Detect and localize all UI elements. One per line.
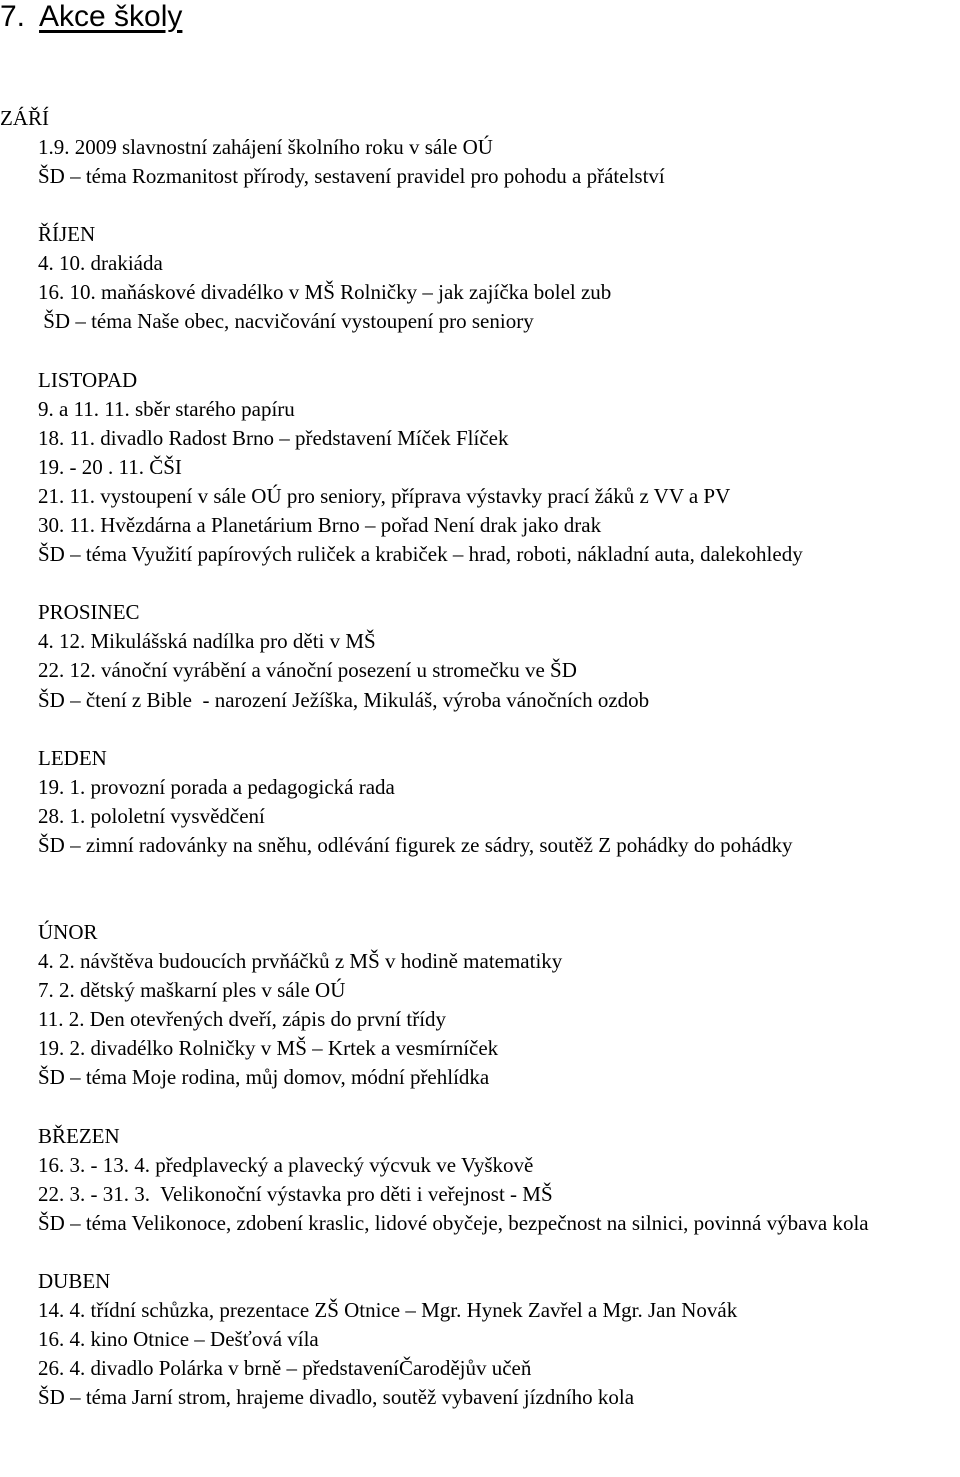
month-rijen: ŘÍJEN [38, 222, 96, 247]
event-line: ŠD – téma Naše obec, nacvičování vystoupení pro seniory [38, 309, 534, 334]
event-line: ŠD – téma Moje rodina, můj domov, módní přehlídka [38, 1065, 490, 1090]
event-line: 19. - 20 . 11. ČŠI [38, 454, 182, 479]
month-duben: DUBEN [38, 1268, 111, 1293]
event-line: 30. 11. Hvězdárna a Planetárium Brno – pořad Není drak jako drak [38, 513, 602, 538]
event-line: ŠD – téma Využití papírových ruliček a krabiček – hrad, roboti, nákladní auta, dalekohledy [38, 542, 803, 567]
event-line: 14. 4. třídní schůzka, prezentace ZŠ Otnice – Mgr. Hynek Zavřel a Mgr. Jan Novák [38, 1298, 738, 1322]
month-prosinec: PROSINEC [38, 600, 140, 625]
event-line: 22. 12. vánoční vyrábění a vánoční posezení u stromečku ve ŠD [38, 658, 577, 683]
event-line: 18. 11. divadlo Radost Brno – představení Míček Flíček [38, 425, 509, 450]
event-line: 22. 3. - 31. 3. Velikonoční výstavka pro děti i veřejnost - MŠ [38, 1181, 553, 1206]
event-line: 19. 1. provozní porada a pedagogická rada [38, 774, 395, 799]
month-leden: LEDEN [38, 745, 107, 770]
event-line: 16. 3. - 13. 4. předplavecký a plavecký výcvuk ve Vyškově [38, 1152, 534, 1177]
events-list [38, 133, 958, 1412]
event-line: 16. 10. maňáskové divadélko v MŠ Rolničky – jak zajíčka bolel zub [38, 280, 612, 305]
event-line: 4. 12. Mikulášská nadílka pro děti v MŠ [38, 629, 376, 654]
event-line: 11. 2. Den otevřených dveří, zápis do první třídy [38, 1007, 447, 1032]
event-line: ŠD – zimní radovánky na sněhu, odlévání figurek ze sádry, soutěž Z pohádky do pohádky [38, 832, 793, 857]
event-line: 4. 2. návštěva budoucích prvňáčků z MŠ v hodině matematiky [38, 949, 563, 974]
event-line: 28. 1. pololetní vysvědčení [38, 803, 265, 828]
month-zari: ZÁŘÍ [0, 106, 49, 130]
event-line: 21. 11. vystoupení v sále OÚ pro seniory, příprava výstavky prací žáků z VV a PV [38, 483, 731, 508]
event-line: ŠD – téma Rozmanitost přírody, sestavení pravidel pro pohodu a přátelství [38, 164, 665, 189]
event-line: 26. 4. divadlo Polárka v brně – představeníČarodějův učeň [38, 1356, 532, 1381]
heading-number: 7. [0, 0, 26, 33]
section-heading [0, 0, 182, 38]
event-line: 9. a 11. 11. sběr starého papíru [38, 396, 295, 421]
event-line: ŠD – čtení z Bible - narození Ježíška, Mikuláš, výroba vánočních ozdob [38, 687, 650, 712]
month-unor: ÚNOR [38, 919, 98, 944]
event-line: 1.9. 2009 slavnostní zahájení školního roku v sále OÚ [38, 135, 493, 159]
event-line: 4. 10. drakiáda [38, 251, 163, 276]
month-listopad: LISTOPAD [38, 367, 138, 392]
event-line: 19. 2. divadélko Rolničky v MŠ – Krtek a vesmírníček [38, 1036, 499, 1061]
event-line: 16. 4. kino Otnice – Dešťová víla [38, 1327, 319, 1352]
event-line: 7. 2. dětský maškarní ples v sále OÚ [38, 978, 346, 1003]
month-brezen: BŘEZEN [38, 1123, 120, 1148]
event-line: ŠD – téma Jarní strom, hrajeme divadlo, soutěž vybavení jízdního kola [38, 1385, 635, 1410]
heading-title: Akce školy [39, 0, 183, 33]
event-line: ŠD – téma Velikonoce, zdobení kraslic, lidové obyčeje, bezpečnost na silnici, povinná výbava kola [38, 1210, 869, 1235]
